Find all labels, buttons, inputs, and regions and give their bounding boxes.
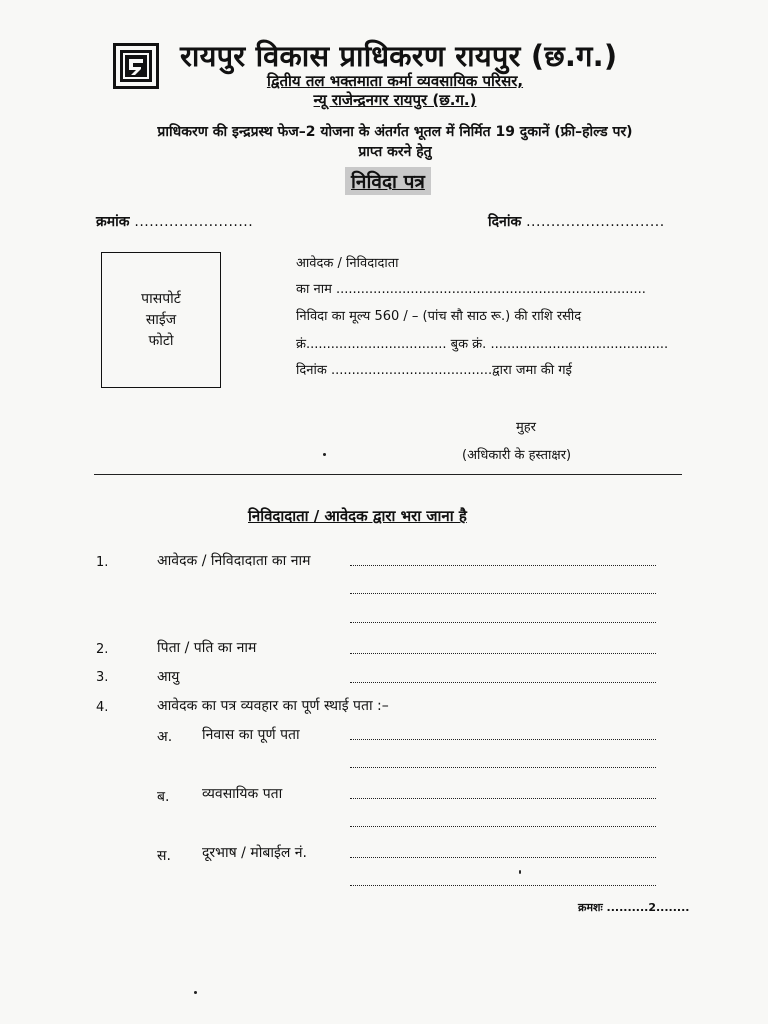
- receipt-no-label: क्रं.: [296, 337, 311, 352]
- tender-subject: [80, 122, 710, 162]
- serial-label: क्रमांक: [96, 214, 130, 230]
- scan-speck: [519, 870, 521, 874]
- date-dots: ............................: [526, 214, 665, 230]
- applicant-name-line-2[interactable]: [350, 593, 656, 594]
- serial-dots: ........................: [134, 214, 254, 230]
- item-4-number: 4.: [96, 700, 109, 715]
- section-divider: [94, 474, 682, 475]
- photo-label-3: फोटो: [148, 332, 174, 349]
- sub-item-b-label: व्यवसायिक पता: [202, 786, 283, 802]
- item-1-number: 1.: [96, 555, 109, 570]
- item-1-label: आवेदक / निविदादाता का नाम: [157, 553, 311, 569]
- applicant-name-line-3[interactable]: [350, 622, 656, 623]
- deposited-text: द्वारा जमा की गई: [492, 363, 572, 378]
- sub-item-a-label: निवास का पूर्ण पता: [202, 727, 300, 743]
- serial-number-field[interactable]: [96, 212, 253, 231]
- receipt-applicant-label: आवेदक / निविदादाता: [296, 256, 399, 271]
- business-address-line-2[interactable]: [350, 826, 656, 827]
- receipt-date-row[interactable]: [296, 360, 572, 378]
- phone-mobile-line-2[interactable]: [350, 885, 656, 886]
- receipt-name-dots: ...........................................................................: [335, 282, 646, 297]
- item-2-label: पिता / पति का नाम: [157, 640, 257, 656]
- authority-logo-icon: [113, 43, 159, 89]
- subject-line-2: प्राप्त करने हेतु: [358, 144, 432, 160]
- sub-item-c-label: दूरभाष / मोबाईल नं.: [202, 845, 307, 861]
- date-field[interactable]: [488, 212, 665, 231]
- scan-speck: [323, 453, 326, 456]
- continued-page-marker: क्रमशः ..........2........: [578, 901, 690, 914]
- address-line-2: न्यू राजेन्द्रनगर रायपुर (छ.ग.): [313, 91, 477, 109]
- father-husband-name-line[interactable]: [350, 653, 656, 654]
- book-no-dots: ...........................................: [490, 337, 669, 352]
- photo-label-2: साईज: [145, 311, 177, 328]
- residential-address-line-1[interactable]: [350, 739, 656, 740]
- subject-line-1: प्राधिकरण की इन्द्रप्रस्थ फेज–2 योजना के अंतर्गत भूतल में निर्मित 19 दुकानें (फ्री–होल्ड पर): [157, 124, 633, 140]
- item-4-label: आवेदक का पत्र व्यवहार का पूर्ण स्थाई पता :–: [157, 698, 389, 714]
- book-no-label: बुक क्रं.: [450, 337, 487, 352]
- item-2-number: 2.: [96, 642, 109, 657]
- applicant-section-title: निविदादाता / आवेदक द्वारा भरा जाना है: [248, 507, 467, 525]
- scan-speck: [194, 991, 197, 994]
- authority-title: रायपुर विकास प्राधिकरण रायपुर (छ.ग.): [180, 39, 618, 73]
- receipt-number-row[interactable]: [296, 334, 668, 352]
- sub-item-a-letter: अ.: [157, 729, 173, 745]
- sub-item-b-letter: ब.: [157, 789, 170, 805]
- receipt-date-label: दिनांक: [296, 363, 327, 378]
- passport-photo-box[interactable]: [101, 252, 221, 388]
- officer-signature-label: (अधिकारी के हस्ताक्षर): [462, 448, 572, 463]
- residential-address-line-2[interactable]: [350, 767, 656, 768]
- age-line[interactable]: [350, 682, 656, 683]
- seal-label: मुहर: [516, 420, 536, 435]
- receipt-name-label: का नाम: [296, 282, 332, 297]
- item-3-number: 3.: [96, 670, 109, 685]
- address-line-1: द्वितीय तल भक्तमाता कर्मा व्यवसायिक परिसर,: [266, 72, 524, 90]
- applicant-name-line-1[interactable]: [350, 565, 656, 566]
- receipt-name-row[interactable]: [296, 279, 646, 297]
- date-label: दिनांक: [488, 214, 522, 230]
- business-address-line-1[interactable]: [350, 798, 656, 799]
- sub-item-c-letter: स.: [157, 848, 171, 864]
- phone-mobile-line-1[interactable]: [350, 857, 656, 858]
- receipt-date-dots: .......................................: [330, 363, 493, 378]
- photo-label-1: पासपोर्ट: [141, 290, 181, 307]
- item-3-label: आयु: [157, 669, 180, 685]
- receipt-no-dots: .................................: [310, 337, 447, 352]
- form-title: निविदा पत्र: [345, 167, 431, 195]
- receipt-fee-text: निविदा का मूल्य 560 / – (पांच सौ साठ रू.) की राशि रसीद: [296, 309, 582, 324]
